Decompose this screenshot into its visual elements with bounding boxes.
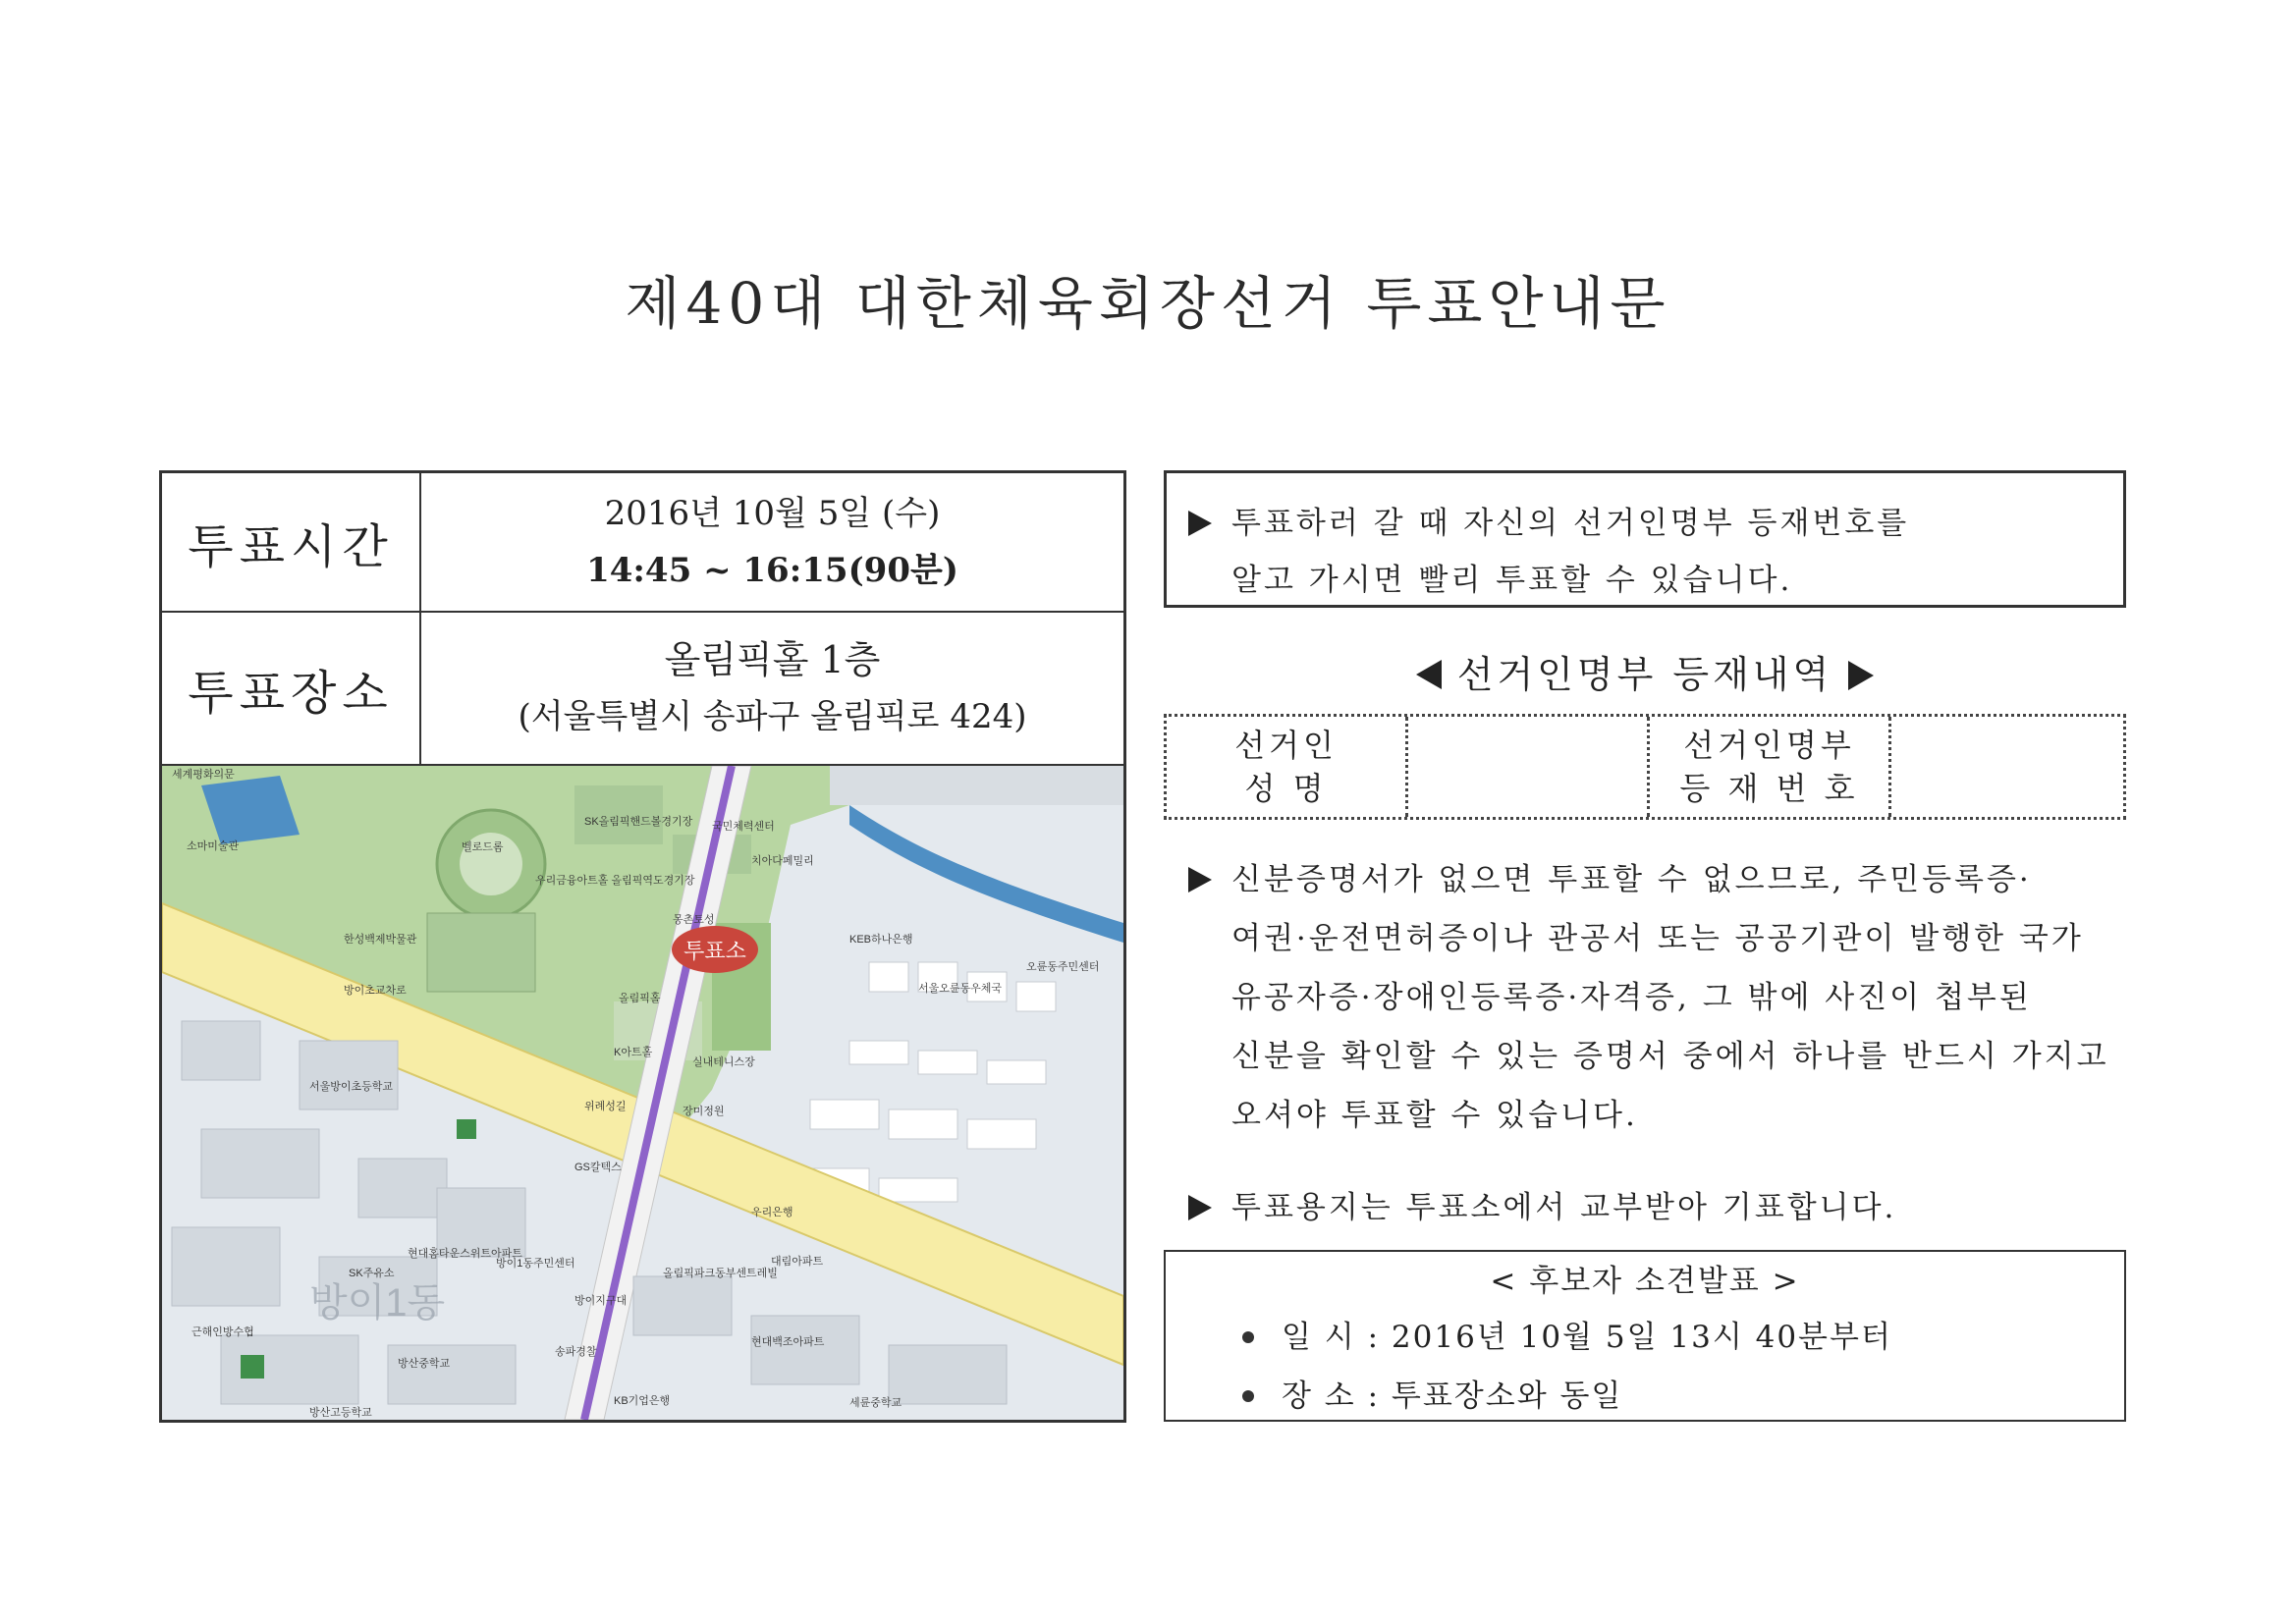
map-label-rose-garden: 장미정원: [683, 1106, 725, 1117]
map-marker-label: 투표소: [683, 939, 746, 963]
id-notice-line-2: 여권·운전면허증이나 관공서 또는 공공기관이 발행한 국가: [1231, 921, 2084, 956]
registry-name-label-line1: 선거인: [1234, 727, 1338, 764]
ballot-notice: [1188, 1178, 2131, 1237]
map-label-post-office: 서울오륜동우체국: [918, 983, 1003, 995]
map-label-olympic-park-twin: 올림픽파크동부센트레빌: [663, 1268, 778, 1279]
vote-time-row: [162, 473, 1123, 613]
registry-number-label-line1: 선거인명부: [1683, 727, 1855, 764]
map-label-bangsan-high: 방산고등학교: [309, 1407, 372, 1419]
vote-time-value: [421, 473, 1123, 611]
vote-date: 2016년 10월 5일 (수): [604, 494, 941, 533]
map-label-velodrome: 벨로드롬: [462, 841, 504, 853]
map-label-hyundai-apt: 현대홈타운스위트아파트: [408, 1248, 522, 1260]
speech-place-row: [1242, 1368, 1622, 1425]
id-notice-line-4: 신분을 확인할 수 있는 증명서 중에서 하나를 반드시 가지고: [1231, 1039, 2109, 1074]
registry-title-text: 선거인명부 등재내역: [1456, 653, 1833, 696]
map-label-daerim: 대림아파트: [771, 1256, 824, 1268]
map-label-sk-gas: SK주유소: [349, 1268, 395, 1279]
registry-number-field[interactable]: [1891, 717, 2123, 817]
map-label-songpa-police: 송파경찰: [555, 1346, 597, 1358]
map-label-woori: 우리은행: [751, 1207, 793, 1218]
map-label-bangi1dong: 방이1동: [309, 1281, 446, 1325]
map-label-bangi-district: 방이지구대: [574, 1295, 628, 1307]
vote-info-table: [159, 470, 1126, 1423]
map-label-olympic-hall: 올림픽홀: [619, 993, 661, 1004]
map-label-sk-olympic: SK올림픽핸드볼경기장: [584, 816, 693, 828]
vote-place-name: 올림픽홀 1층: [664, 638, 881, 681]
map-graphic: [162, 766, 1123, 1420]
registry-title: [1164, 644, 2126, 698]
vote-place-address: (서울특별시 송파구 올림픽로 424): [518, 697, 1027, 736]
registry-name-label: [1167, 717, 1408, 817]
map-label-chi-at: 치아다페밀리: [751, 855, 814, 867]
map-label-hyundai-baekjo: 현대백조아파트: [751, 1336, 825, 1348]
vote-time-label: 투표시간: [162, 473, 421, 611]
speech-time-row: [1242, 1309, 1892, 1366]
map-label-national-sports: 국민체력센터: [712, 821, 775, 833]
vote-place-row: [162, 613, 1123, 766]
registry-name-label-line2: 성 명: [1244, 770, 1328, 807]
id-notice-line-5: 오셔야 투표할 수 있습니다.: [1231, 1098, 1638, 1133]
map-label-kb: KB기업은행: [614, 1395, 671, 1407]
triangle-right-icon: [1848, 661, 1874, 690]
notice-line-1: 투표하러 갈 때 자신의 선거인명부 등재번호를: [1231, 506, 1910, 541]
speech-place-value: : 투표장소와 동일: [1367, 1379, 1623, 1414]
triangle-left-icon: [1416, 660, 1442, 689]
bullet-icon: [1242, 1390, 1254, 1402]
map-label-seoul-bangi-school: 서울방이초등학교: [309, 1081, 394, 1093]
candidate-speech-box: [1164, 1250, 2126, 1422]
map-label-geumho: 근해인방수협: [191, 1326, 254, 1338]
speech-time-value: : 2016년 10월 5일 13시 40분부터: [1367, 1320, 1892, 1355]
map-label-soma: 소마미술관: [187, 840, 240, 852]
notice-box: [1164, 470, 2126, 608]
id-notice-line-1: 신분증명서가 없으면 투표할 수 없으므로, 주민등록증·: [1231, 862, 2032, 897]
speech-title: < 후보자 소견발표 >: [1490, 1264, 1800, 1299]
map-label-bangi-station: 방이초교차로: [344, 985, 407, 997]
vote-place-value: [421, 613, 1123, 764]
map-label-gs: GS칼텍스: [574, 1162, 622, 1173]
map-label-wirye: 위례성길: [584, 1101, 627, 1112]
registry-name-field[interactable]: [1408, 717, 1650, 817]
speech-time-label: 일 시: [1282, 1320, 1356, 1355]
speech-place-label: 장 소: [1282, 1379, 1356, 1414]
map-label-k-art: K아트홀: [614, 1047, 653, 1058]
notice-line-2: 알고 가시면 빨리 투표할 수 있습니다.: [1231, 563, 1793, 598]
map-label-keb: KEB하나은행: [849, 934, 913, 946]
bullet-icon: [1242, 1331, 1254, 1343]
location-map: [162, 766, 1123, 1420]
map-label-bangi-center: 방이1동주민센터: [496, 1258, 575, 1270]
map-label-hanseong: 한성백제박물관: [344, 934, 417, 946]
page-title: 제40대 대한체육회장선거 투표안내문: [625, 270, 1671, 337]
map-label-orun-center: 오륜동주민센터: [1026, 961, 1100, 973]
map-label-weightlifting: 우리금융아트홀 올림픽역도경기장: [535, 875, 695, 887]
vote-hours: 14:45 ~ 16:15(90분): [586, 551, 958, 590]
registry-table: [1164, 714, 2126, 820]
ballot-notice-text: 투표용지는 투표소에서 교부받아 기표합니다.: [1231, 1190, 1897, 1225]
triangle-right-icon: [1188, 867, 1212, 893]
id-notice: [1188, 850, 2131, 1145]
registry-number-label-line2: 등 재 번 호: [1679, 770, 1859, 807]
map-label-tennis: 실내테니스장: [692, 1056, 755, 1068]
map-label-bangsan-school: 방산중학교: [398, 1358, 451, 1370]
map-label-world-peace: 세계평화의문: [172, 769, 235, 781]
registry-number-label: [1650, 717, 1891, 817]
triangle-right-icon: [1188, 511, 1212, 536]
id-notice-line-3: 유공자증·장애인등록증·자격증, 그 밖에 사진이 첩부된: [1231, 980, 2032, 1015]
vote-place-label: 투표장소: [162, 613, 421, 764]
triangle-right-icon: [1188, 1195, 1212, 1220]
map-label-mongchon: 몽촌토성: [673, 914, 715, 926]
map-label-seha-school: 세륜중학교: [849, 1397, 902, 1409]
